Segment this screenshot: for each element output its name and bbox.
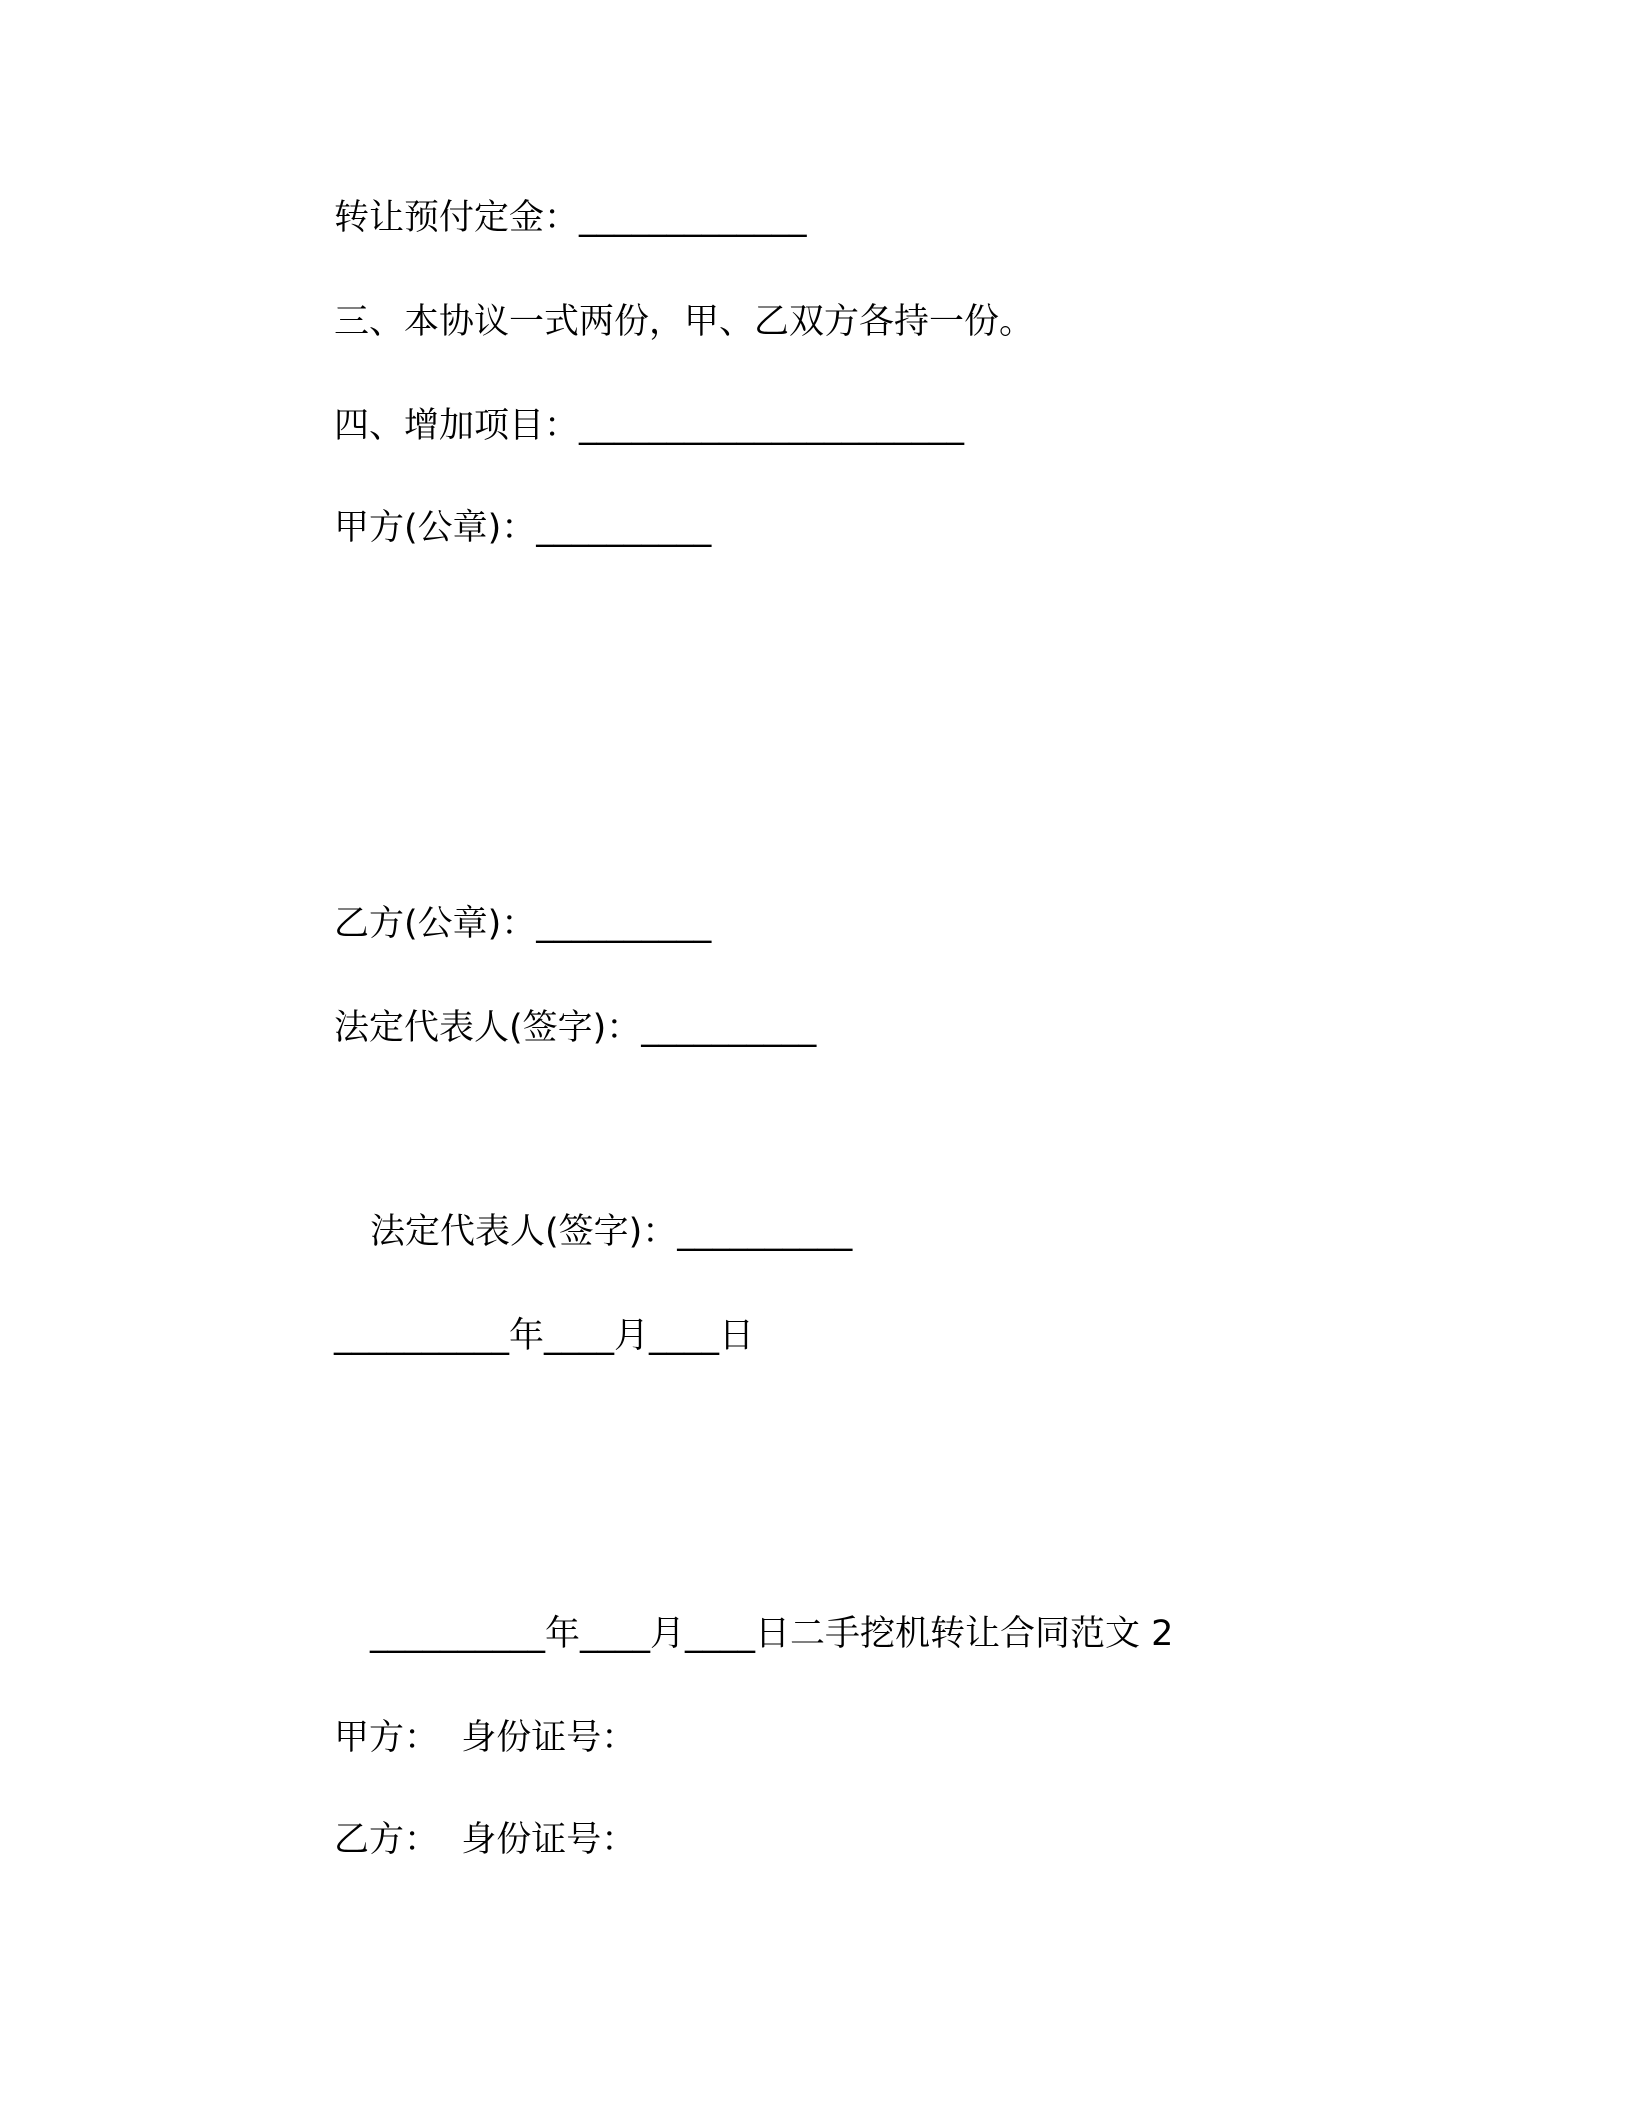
clause-three: 三、本协议一式两份，甲、乙双方各持一份。 (334, 302, 1035, 342)
party-b-id: 乙方： 身份证号： (334, 1820, 637, 1860)
clause-four: 四、增加项目：______________________ (334, 406, 965, 446)
deposit-line: 转让预付定金：_____________ (334, 198, 807, 238)
date-and-title-line: __________年____月____日二手挖机转让合同范文 2 (370, 1614, 1174, 1654)
party-a-id: 甲方： 身份证号： (334, 1718, 637, 1758)
legal-rep-signature-2: 法定代表人(签字)：__________ (370, 1212, 853, 1252)
party-b-seal: 乙方(公章)：__________ (334, 904, 712, 944)
party-a-seal: 甲方(公章)：__________ (334, 508, 712, 548)
date-line: __________年____月____日 (334, 1316, 755, 1356)
legal-rep-signature-1: 法定代表人(签字)：__________ (334, 1008, 817, 1048)
